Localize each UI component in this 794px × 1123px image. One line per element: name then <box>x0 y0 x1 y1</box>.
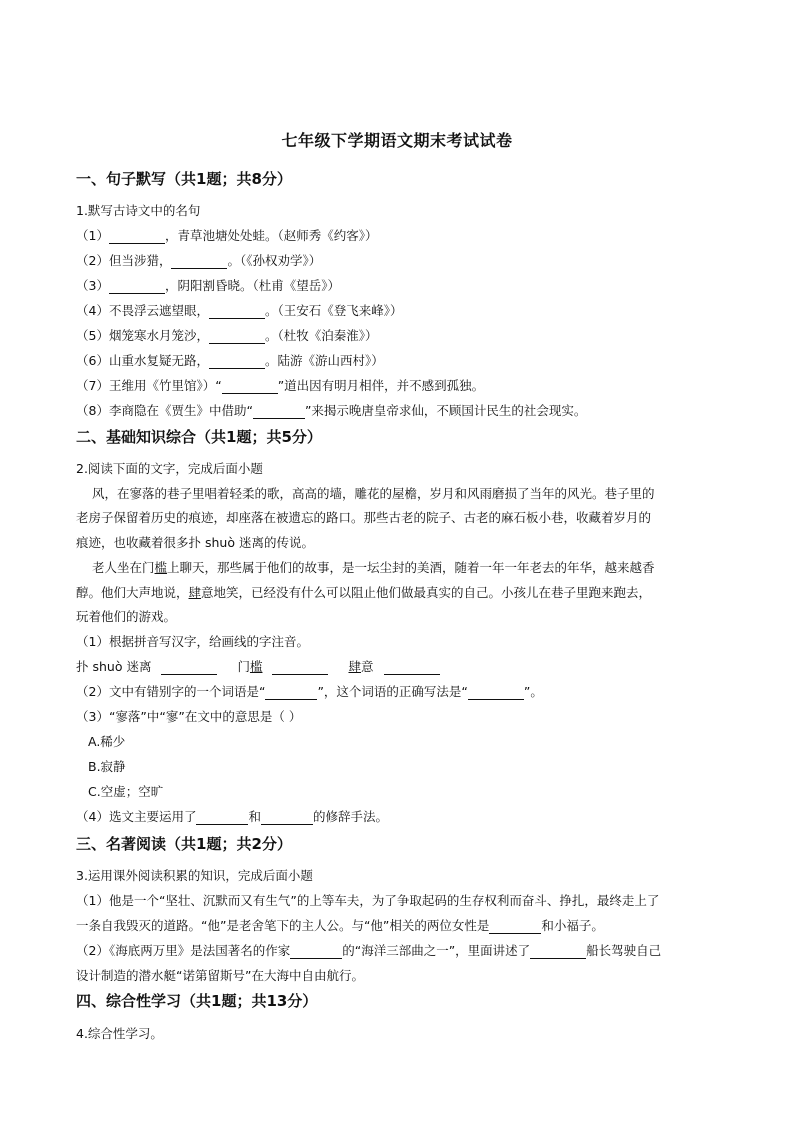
option-a[interactable]: A.稀少 <box>88 734 126 749</box>
text: 的“海洋三部曲之一”，里面讲述了 <box>342 943 531 958</box>
question-1-line-6 <box>76 353 384 369</box>
sub-question-2 <box>76 684 543 700</box>
text: 上聊天，那些属于他们的故事，是一坛尘封的美酒，随着一年一年老去的年华，越来越香 <box>167 560 655 575</box>
text: 一条自我毁灭的道路。“他”是老舍笔下的主人公。与“他”相关的两位女性是 <box>76 918 490 933</box>
passage-line: 玩着他们的游戏。 <box>76 609 177 624</box>
text: ，阴阳割昏晓。（杜甫《望岳》） <box>164 278 340 293</box>
question-3-line <box>76 918 604 934</box>
word: 扑 shuò 迷离 <box>76 659 152 674</box>
text: 。（《孙权劝学》） <box>227 253 322 268</box>
option-c[interactable]: C.空虚；空旷 <box>88 784 164 799</box>
question-3-line: （1）他是一个“坚壮、沉默而又有生气”的上等车夫，为了争取起码的生存权利而奋斗、挣扎，最终走上了 <box>76 893 660 908</box>
text: （5）烟笼寒水月笼沙， <box>76 328 209 343</box>
text: （3） <box>76 278 109 293</box>
answer-blank[interactable] <box>384 662 440 675</box>
question-1-line-3 <box>76 278 340 294</box>
passage-line: 风，在寥落的巷子里唱着轻柔的歌，高高的墙，雕花的屋檐，岁月和风雨磨损了当年的风光。巷子里的 <box>92 486 655 501</box>
passage-line <box>76 585 651 601</box>
text: 醇。他们大声地说， <box>76 585 189 600</box>
text: 老人坐在门 <box>92 560 155 575</box>
sub-question-4 <box>76 809 388 825</box>
text: ”，这个词语的正确写法是“ <box>317 684 468 699</box>
underlined-char: 肆 <box>188 585 202 600</box>
text: 船长驾驶自己 <box>586 943 662 958</box>
text: （2）文中有错别字的一个词语是“ <box>76 684 266 699</box>
answer-blank[interactable] <box>171 256 227 269</box>
answer-blank[interactable] <box>265 687 317 700</box>
answer-blank[interactable] <box>209 306 265 319</box>
answer-blank[interactable] <box>468 687 524 700</box>
section-heading-4: 四、综合性学习（共1题；共13分） <box>76 992 318 1010</box>
question-1-stem: 1.默写古诗文中的名句 <box>76 203 201 218</box>
section-heading-1: 一、句子默写（共1题；共8分） <box>76 170 292 188</box>
question-3-stem: 3.运用课外阅读积累的知识，完成后面小题 <box>76 868 313 883</box>
answer-blank[interactable] <box>253 406 305 419</box>
question-1-line-7 <box>76 378 484 394</box>
text: ”。 <box>523 684 543 699</box>
question-1-line-8 <box>76 403 586 419</box>
text: （4）选文主要运用了 <box>76 809 197 824</box>
question-4-stem: 4.综合性学习。 <box>76 1026 163 1041</box>
answer-blank[interactable] <box>530 946 586 959</box>
pinyin-answers <box>76 659 440 675</box>
answer-blank[interactable] <box>209 356 265 369</box>
question-1-line-1 <box>76 228 377 244</box>
page-title: 七年级下学期语文期末考试试卷 <box>281 131 513 150</box>
passage-line: 老房子保留着历史的痕迹，却座落在被遗忘的路口。那些古老的院子、古老的麻石板小巷，收藏着岁月的 <box>76 510 652 525</box>
text: （2）但当涉猎， <box>76 253 172 268</box>
question-2-stem: 2.阅读下面的文字，完成后面小题 <box>76 461 263 476</box>
question-3-line: 设计制造的潜水艇“诺第留斯号”在大海中自由航行。 <box>76 968 364 983</box>
text: ”来揭示晚唐皇帝求仙，不顾国计民生的社会现实。 <box>304 403 587 418</box>
text: （8）李商隐在《贾生》中借助“ <box>76 403 253 418</box>
underlined-char: 槛 <box>249 659 263 674</box>
question-1-line-4 <box>76 303 402 319</box>
section-heading-3: 三、名著阅读（共1题；共2分） <box>76 835 292 853</box>
text: （1） <box>76 228 109 243</box>
passage-line: 痕迹，也收藏着很多扑 shuò 迷离的传说。 <box>76 535 314 550</box>
text: 的修辞手法。 <box>312 809 388 824</box>
sub-question-1: （1）根据拼音写汉字，给画线的字注音。 <box>76 634 309 649</box>
text: 意地笑，已经没有什么可以阻止他们做最真实的自己。小孩儿在巷子里跑来跑去， <box>201 585 652 600</box>
word: 意 <box>361 659 374 674</box>
answer-blank[interactable] <box>261 812 313 825</box>
text: （4）不畏浮云遮望眼， <box>76 303 209 318</box>
text: （2）《海底两万里》是法国著名的作家 <box>76 943 291 958</box>
text: 和 <box>248 809 261 824</box>
text: 。（王安石《登飞来峰》） <box>264 303 403 318</box>
answer-blank[interactable] <box>290 946 342 959</box>
answer-blank[interactable] <box>196 812 248 825</box>
text: ，青草池塘处处蛙。（赵师秀《约客》） <box>164 228 378 243</box>
question-1-line-2 <box>76 253 321 269</box>
answer-blank[interactable] <box>489 921 541 934</box>
passage-line <box>92 560 655 576</box>
question-3-line <box>76 943 661 959</box>
text: ”道出因有明月相伴，并不感到孤独。 <box>277 378 485 393</box>
text: （7）王维用《竹里馆》）“ <box>76 378 222 393</box>
text: 。（杜牧《泊秦淮》） <box>264 328 378 343</box>
answer-blank[interactable] <box>109 281 165 294</box>
sub-question-3: （3）“寥落”中“寥”在文中的意思是（ ） <box>76 709 302 724</box>
underlined-char: 槛 <box>154 560 168 575</box>
answer-blank[interactable] <box>109 231 165 244</box>
section-heading-2: 二、基础知识综合（共1题；共5分） <box>76 428 322 446</box>
answer-blank[interactable] <box>272 662 328 675</box>
answer-blank[interactable] <box>222 381 278 394</box>
option-b[interactable]: B.寂静 <box>88 759 126 774</box>
answer-blank[interactable] <box>209 331 265 344</box>
question-1-line-5 <box>76 328 377 344</box>
underlined-char: 肆 <box>348 659 361 674</box>
word: 门 <box>237 659 250 674</box>
text: （6）山重水复疑无路， <box>76 353 209 368</box>
answer-blank[interactable] <box>161 662 217 675</box>
text: 。陆游《游山西村》） <box>264 353 384 368</box>
text: 和小福子。 <box>541 918 604 933</box>
